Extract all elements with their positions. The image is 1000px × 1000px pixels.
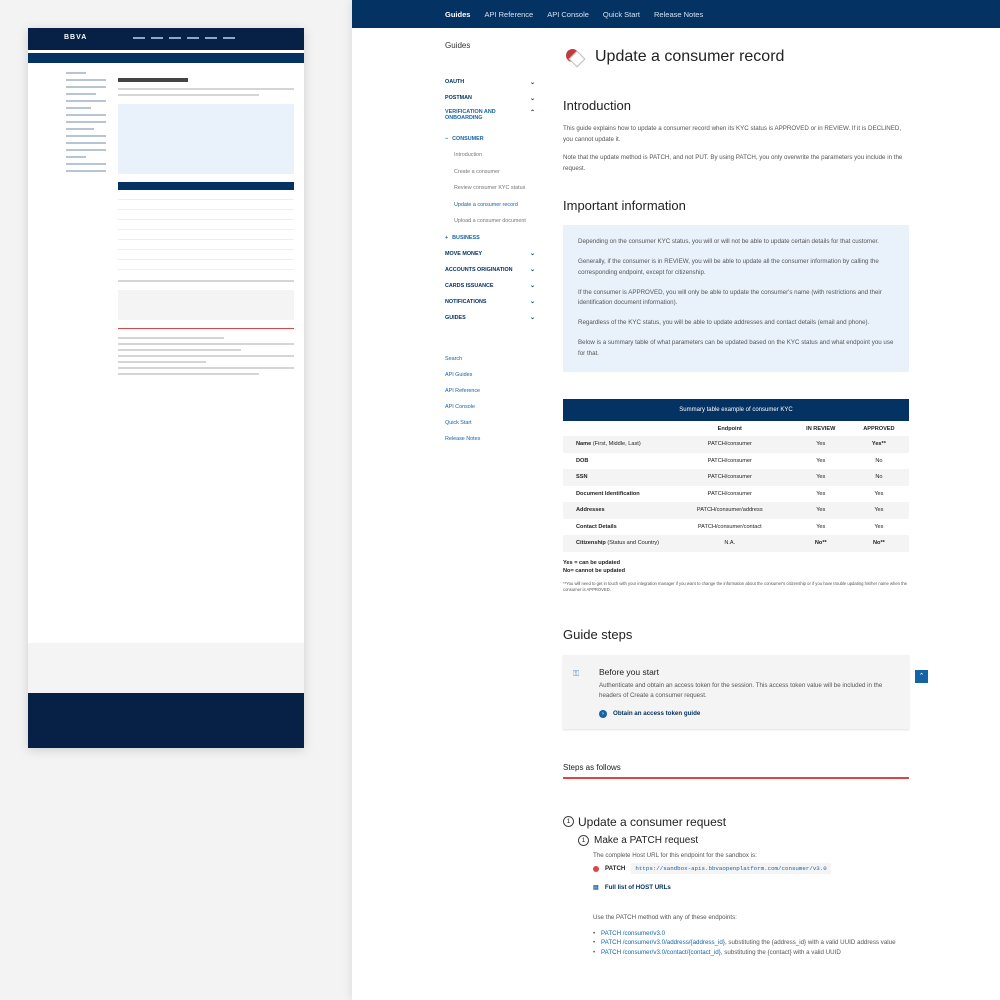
sidebar-item-consumer[interactable]: − CONSUMER — [445, 135, 484, 142]
thumb-sidebar — [66, 72, 106, 177]
info-paragraph: Depending on the consumer KYC status, you will or will not be able to update certain details for that customer. — [578, 238, 879, 245]
sandbox-url[interactable]: https://sandbox-apis.bbvaopenplatform.com/consumer/v3.0 — [631, 863, 830, 874]
info-paragraph: Generally, if the consumer is in REVIEW, you will be able to update all the consumer information by calling the corresponding endpoint, except for citizenship. — [578, 258, 879, 276]
table-row: Name (First, Middle, Last) PATCH/consumer Yes Yes** — [563, 436, 909, 453]
sidebar-item-oauth[interactable]: OAUTH ⌄ — [445, 79, 535, 86]
sidebar — [445, 28, 535, 453]
substep-1-heading: 1 Make a PATCH request — [563, 835, 909, 846]
endpoint-link[interactable]: PATCH /consumer/v3.0 — [601, 929, 666, 937]
nav-api-reference[interactable]: API Reference — [484, 9, 534, 19]
chevron-up-icon: ⌃ — [918, 673, 925, 680]
consumer-update-icon — [563, 46, 585, 68]
table-header — [563, 421, 667, 436]
table-row: SSN PATCH/consumer Yes No — [563, 469, 909, 486]
sidebar-item-postman[interactable]: POSTMAN ⌄ — [445, 95, 535, 102]
chevron-down-icon: ⌄ — [529, 283, 535, 289]
page-header — [563, 44, 909, 70]
page-title: Update a consumer record — [595, 48, 785, 65]
chevron-up-icon: ⌃ — [529, 110, 535, 116]
host-urls-link[interactable]: ▤ Full list of HOST URLs — [593, 884, 671, 891]
step-1-heading: 1 Update a consumer request — [563, 815, 909, 829]
chevron-down-icon: ⌄ — [529, 299, 535, 305]
page-zoomed — [352, 0, 1000, 1000]
sidebar-item-business[interactable]: + BUSINESS — [445, 234, 480, 241]
table-header: APPROVED — [863, 425, 895, 432]
chevron-down-icon: ⌄ — [529, 95, 535, 102]
endpoints-list — [593, 929, 909, 958]
sidebar-link-api-reference[interactable]: API Reference — [445, 387, 481, 394]
chevron-down-icon: ⌄ — [529, 267, 535, 273]
thumb-header — [28, 28, 304, 50]
intro-paragraph-2: Note that the update method is PATCH, and not PUT. By using PATCH, you only overwrite the parameters you include in the request. — [563, 154, 903, 172]
sidebar-link-quick-start[interactable]: Quick Start — [445, 420, 472, 427]
chevron-down-icon: ⌄ — [529, 79, 535, 86]
table-caption: Summary table example of consumer KYC — [563, 399, 909, 421]
list-item: • PATCH /consumer/v3.0/address/{address_id}, substituting the {address_id} with a valid UUID address value — [593, 938, 909, 948]
sidebar-item-cards[interactable]: CARDS ISSUANCE ⌄ — [445, 282, 535, 289]
sidebar-item-guides[interactable]: GUIDES ⌄ — [445, 314, 535, 321]
before-you-start-title: Before you start — [599, 666, 660, 677]
endpoint-link[interactable]: PATCH /consumer/v3.0/contact/{contact_id} — [601, 948, 721, 956]
sidebar-link-api-console[interactable]: API Console — [445, 404, 475, 411]
sidebar-link-release-notes[interactable]: Release Notes — [445, 436, 481, 443]
thumb-content — [118, 72, 294, 379]
chevron-down-icon: ⌄ — [529, 251, 535, 257]
sidebar-subitem-update-consumer[interactable]: Update a consumer record — [454, 201, 518, 208]
sidebar-subitem-create-consumer[interactable]: Create a consumer — [454, 168, 500, 175]
table-row: Contact Details PATCH/consumer/contact Yes Yes — [576, 523, 884, 530]
nav-quick-start[interactable]: Quick Start — [602, 9, 641, 19]
sidebar-item-notifications[interactable]: NOTIFICATIONS ⌄ — [445, 298, 535, 305]
table-row: DOB PATCH/consumer Yes No — [576, 457, 883, 464]
table-header: Endpoint — [717, 425, 742, 432]
sidebar-item-move-money[interactable]: MOVE MONEY ⌄ — [445, 250, 535, 257]
chevron-down-icon: ⌄ — [529, 315, 535, 321]
info-paragraph: If the consumer is APPROVED, you will only be able to update the consumer's name (with restrictions and their identification document information). — [578, 288, 882, 306]
introduction-heading: Introduction — [563, 98, 631, 113]
thumb-footer — [28, 643, 304, 748]
substep-number: 1 — [578, 835, 589, 846]
table-row: Addresses PATCH/consumer/address Yes Yes — [563, 502, 909, 519]
endpoint-link[interactable]: PATCH /consumer/v3.0/address/{address_id} — [601, 939, 725, 947]
list-item: • PATCH /consumer/v3.0/contact/{contact_id}, substituting the {contact} with a valid UUID — [593, 948, 909, 958]
method-dot-icon — [593, 866, 599, 872]
sidebar-item-accounts[interactable]: ACCOUNTS ORIGINATION ⌄ — [445, 266, 535, 273]
host-url-text: The complete Host URL for this endpoint for the sandbox is: — [593, 851, 757, 859]
thumb-logo: BBVA — [64, 34, 88, 41]
plus-icon: + — [445, 234, 449, 241]
sidebar-subitem-introduction[interactable]: Introduction — [454, 152, 483, 159]
sidebar-link-search[interactable]: Search — [445, 355, 463, 362]
info-paragraph: Below is a summary table of what parameters can be updated based on the KYC status and what endpoint you use for that. — [578, 339, 894, 357]
sidebar-title: Guides — [445, 41, 471, 50]
thumb-subnav — [28, 53, 304, 63]
steps-as-follows-label: Steps as follows — [563, 763, 909, 779]
use-patch-text: Use the PATCH method with any of these endpoints: — [593, 914, 737, 921]
document-icon: ▤ — [593, 884, 599, 891]
sidebar-item-verification[interactable]: VERIFICATION AND ONBOARDING ⌃ — [445, 109, 535, 121]
minus-icon: − — [445, 135, 449, 142]
before-you-start-text: Authenticate and obtain an access token for the session. This access token value will be included in the headers of Create a consumer request. — [599, 681, 883, 699]
table-header: IN REVIEW — [806, 425, 836, 432]
list-item — [593, 929, 909, 939]
step-number: 1 — [563, 816, 574, 827]
guide-steps-heading: Guide steps — [563, 626, 633, 642]
table-legend: Yes = can be updated No= cannot be updated — [563, 559, 626, 574]
info-paragraph: Regardless of the KYC status, you will be able to update addresses and contact details (email and phone). — [578, 319, 870, 326]
arrow-right-icon: › — [599, 710, 607, 718]
scroll-to-top-button[interactable] — [915, 670, 928, 683]
table-footnote: **You will need to get in touch with your integration manager if you want to change the information about the consumer's citizenship or if you have trouble updating his/her name when the consumer is APPROVED. — [563, 580, 907, 592]
access-token-guide-link[interactable]: › Obtain an access token guide — [599, 710, 700, 718]
kyc-summary-table — [563, 399, 909, 593]
table-row: Citizenship (Status and Country) N.A. No** No** — [563, 535, 909, 552]
endpoint-url: PATCH https://sandbox-apis.bbvaopenplatform.com/consumer/v3.0 — [593, 863, 909, 874]
page-thumbnail — [28, 28, 304, 748]
before-you-start-card — [563, 655, 909, 729]
nav-guides[interactable]: Guides — [445, 9, 471, 19]
intro-paragraph-1: This guide explains how to update a consumer record when its KYC status is APPROVED or in REVIEW. If it is DECLINED, you cannot update it. — [563, 125, 902, 143]
top-navigation — [352, 0, 1000, 28]
key-icon: ⚿ — [573, 668, 580, 678]
sidebar-link-api-guides[interactable]: API Guides — [445, 371, 473, 378]
important-info-heading: Important information — [563, 198, 686, 213]
main-content — [563, 28, 909, 957]
nav-api-console[interactable]: API Console — [547, 9, 589, 19]
table-row: Document Identification PATCH/consumer Yes Yes — [576, 490, 884, 497]
important-info-box — [563, 225, 909, 372]
sidebar-subitem-review-kyc[interactable]: Review consumer KYC status — [454, 185, 526, 192]
sidebar-subitem-upload-document[interactable]: Upload a consumer document — [454, 218, 526, 225]
nav-release-notes[interactable]: Release Notes — [654, 9, 704, 19]
